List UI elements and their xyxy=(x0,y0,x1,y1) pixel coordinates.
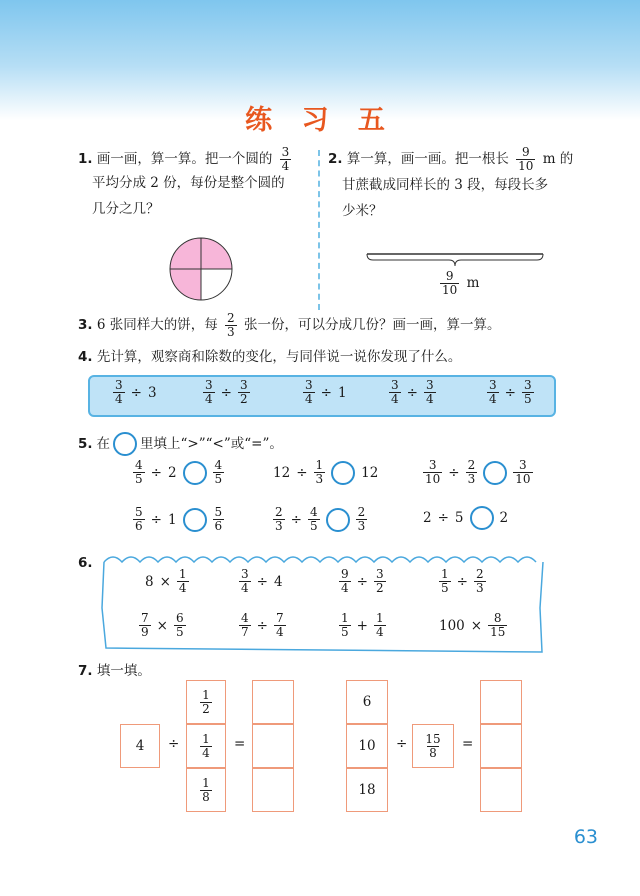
q7-right-dividend1: 6 xyxy=(362,694,372,710)
fraction-denominator: 5 xyxy=(309,519,318,533)
q7-right-divide-sign: ÷ xyxy=(396,736,408,752)
operator: ÷ xyxy=(448,464,460,481)
q3-frac-num: 2 xyxy=(227,311,235,325)
fraction-denominator: 4 xyxy=(205,392,213,406)
fraction-denominator: 4 xyxy=(341,581,349,595)
q5-comparison xyxy=(130,459,227,486)
operator: ÷ xyxy=(256,617,268,634)
number: 2 xyxy=(499,510,509,526)
q7-divisor1-num: 1 xyxy=(202,687,210,702)
page-number: 63 xyxy=(573,826,598,848)
q2-line2: 甘蔗截成同样长的 3 段，每段长多 xyxy=(342,177,549,193)
q7-left-answer-cell-1 xyxy=(252,680,294,724)
fraction-numerator: 1 xyxy=(441,567,449,581)
fraction-denominator: 5 xyxy=(214,472,223,486)
question-5 xyxy=(78,432,283,456)
operator: × xyxy=(470,617,483,634)
fraction xyxy=(423,459,442,486)
operator: ÷ xyxy=(356,573,368,590)
q7-right-dividend-cell-2 xyxy=(346,724,388,768)
q7-right-dividend3: 18 xyxy=(358,782,376,798)
q7-right-dividend2: 10 xyxy=(358,738,376,754)
question-4 xyxy=(78,346,461,368)
fraction-numerator: 6 xyxy=(175,611,184,625)
q7-divisor3-den: 8 xyxy=(202,789,210,804)
q7-left-divisor-cell-1 xyxy=(186,680,226,724)
number: 100 xyxy=(439,617,465,634)
fraction-numerator: 3 xyxy=(428,458,437,472)
fraction-denominator: 4 xyxy=(391,392,399,406)
answer-circle-sample xyxy=(113,432,137,456)
fraction xyxy=(474,568,486,595)
operator: ÷ xyxy=(150,511,162,528)
q2-brace-label xyxy=(437,270,479,297)
fraction-denominator: 5 xyxy=(441,581,449,595)
q7-divisor3-num: 1 xyxy=(202,775,210,790)
fraction-numerator: 3 xyxy=(305,378,313,392)
quarter-circle-figure xyxy=(168,236,234,302)
fraction-numerator: 4 xyxy=(135,458,143,472)
q2-text1a: 算一算，画一画。把一根长 xyxy=(346,151,509,167)
operator: × xyxy=(156,617,168,634)
q1-frac-den: 4 xyxy=(281,159,290,173)
fraction-denominator: 2 xyxy=(375,581,384,595)
question-6 xyxy=(78,552,93,574)
q1-text1: 画一画，算一算。把一个圆的 xyxy=(96,151,273,167)
q5-comparison xyxy=(270,459,381,486)
answer-circle[interactable] xyxy=(483,461,507,485)
q7-left-dividend-cell xyxy=(120,724,160,768)
answer-circle[interactable] xyxy=(183,461,207,485)
q5-comparison xyxy=(130,506,227,533)
operator: ÷ xyxy=(220,384,232,401)
fraction-denominator: 3 xyxy=(467,472,476,486)
fraction-numerator: 3 xyxy=(115,378,123,392)
fraction xyxy=(339,612,351,639)
fraction-denominator: 4 xyxy=(178,581,187,595)
operator: ÷ xyxy=(320,384,332,401)
fraction xyxy=(487,379,499,406)
operator: ÷ xyxy=(150,464,162,481)
fraction xyxy=(356,506,368,533)
number: 12 xyxy=(273,464,291,481)
fraction xyxy=(488,612,507,639)
q7-divisor1-den: 2 xyxy=(202,701,210,716)
fraction-denominator: 5 xyxy=(175,625,184,639)
q4-expression xyxy=(110,379,160,406)
q2-text1b: m 的 xyxy=(542,151,574,167)
q7-right-dividend-cell-1 xyxy=(346,680,388,724)
q4-expression xyxy=(300,379,350,406)
fraction-numerator: 3 xyxy=(519,458,527,472)
fraction-numerator: 1 xyxy=(178,567,187,581)
operator: ÷ xyxy=(256,573,268,590)
fraction-numerator: 3 xyxy=(425,378,434,392)
fraction xyxy=(203,379,215,406)
fraction-numerator: 3 xyxy=(239,378,248,392)
answer-circle[interactable] xyxy=(470,506,494,530)
q2-frac-den: 10 xyxy=(518,159,534,173)
fraction-numerator: 7 xyxy=(141,611,149,625)
fraction-numerator: 8 xyxy=(493,611,502,625)
fraction-numerator: 2 xyxy=(467,458,476,472)
q1-number: 1. xyxy=(78,151,93,167)
fraction-numerator: 4 xyxy=(309,505,318,519)
fraction xyxy=(522,379,534,406)
fraction-denominator: 4 xyxy=(241,581,249,595)
fraction xyxy=(273,506,285,533)
fraction-numerator: 2 xyxy=(475,567,484,581)
operator: ÷ xyxy=(130,384,142,401)
q7-number: 7. xyxy=(78,663,93,679)
fraction-numerator: 3 xyxy=(523,378,532,392)
fraction xyxy=(513,459,532,486)
fraction-denominator: 4 xyxy=(489,392,497,406)
q4-text: 先计算，观察商和除数的变化，与同伴说一说你发现了什么。 xyxy=(96,349,462,365)
operator: + xyxy=(356,617,368,634)
q7-right-answer-cell-3 xyxy=(480,768,522,812)
q1-frac-num: 3 xyxy=(281,145,290,159)
fraction xyxy=(303,379,315,406)
fraction xyxy=(374,568,386,595)
fraction xyxy=(238,379,250,406)
brace-frac-den: 10 xyxy=(442,283,458,297)
q2-fraction xyxy=(516,146,535,173)
fraction-numerator: 4 xyxy=(214,458,223,472)
q7-right-equals-sign: = xyxy=(462,736,474,752)
operator: ÷ xyxy=(504,384,516,401)
fraction xyxy=(339,568,351,595)
fraction xyxy=(374,612,386,639)
q2-brace-fraction xyxy=(440,270,459,297)
fraction xyxy=(113,379,125,406)
q3-text1: 6 张同样大的饼，每 xyxy=(96,317,218,333)
page-title: 练 习 五 xyxy=(245,105,395,136)
fraction xyxy=(239,612,251,639)
fraction-denominator: 6 xyxy=(135,519,143,533)
fraction-numerator: 3 xyxy=(391,378,399,392)
fraction-denominator: 10 xyxy=(515,472,531,486)
q7-left-divisor-cell-2 xyxy=(186,724,226,768)
q4-number: 4. xyxy=(78,349,93,365)
q7-left-divisor-cell-3 xyxy=(186,768,226,812)
q4-expression xyxy=(200,379,253,406)
number: 12 xyxy=(361,464,379,481)
fraction-numerator: 1 xyxy=(315,458,324,472)
q7-divisor2-num: 1 xyxy=(202,731,210,746)
fraction xyxy=(439,568,451,595)
q7-right-answer-cell-2 xyxy=(480,724,522,768)
q6-torn-paper-frame xyxy=(96,548,548,658)
fraction-numerator: 2 xyxy=(357,505,366,519)
fraction-numerator: 5 xyxy=(214,505,223,519)
q6-expression xyxy=(336,612,389,639)
operator: ÷ xyxy=(406,384,418,401)
fraction-numerator: 7 xyxy=(275,611,284,625)
fraction-numerator: 2 xyxy=(275,505,283,519)
fraction-numerator: 3 xyxy=(375,567,384,581)
q3-frac-den: 3 xyxy=(227,325,235,339)
q7-left-divide-sign: ÷ xyxy=(168,736,180,752)
q6-expression xyxy=(436,612,510,639)
q7-right-divisor-den: 8 xyxy=(429,745,437,760)
fraction xyxy=(177,568,189,595)
fraction-numerator: 3 xyxy=(489,378,497,392)
fraction xyxy=(213,506,225,533)
fraction xyxy=(174,612,186,639)
number: 5 xyxy=(454,510,464,526)
sugarcane-brace xyxy=(365,250,545,270)
fraction xyxy=(424,379,436,406)
pie-quarter-shaded xyxy=(201,238,232,269)
q7-right-dividend-cell-3 xyxy=(346,768,388,812)
answer-circle[interactable] xyxy=(326,508,350,532)
fraction-denominator: 3 xyxy=(315,472,324,486)
q7-right-divisor-cell xyxy=(412,724,454,768)
q1-line1 xyxy=(78,146,294,173)
q6-expression xyxy=(236,612,289,639)
q6-expression xyxy=(336,568,389,595)
number: 2 xyxy=(423,510,432,526)
fraction-numerator: 1 xyxy=(375,611,384,625)
fraction xyxy=(389,379,401,406)
q3-fraction xyxy=(225,312,237,339)
q5-text2: 里填上“>”“<”或“=”。 xyxy=(140,436,283,452)
q7-left-answer-cell-3 xyxy=(252,768,294,812)
question-7 xyxy=(78,660,151,682)
fraction-denominator: 4 xyxy=(425,392,434,406)
q4-expression xyxy=(386,379,439,406)
operator: ÷ xyxy=(290,511,302,528)
q6-expression xyxy=(142,568,192,595)
fraction xyxy=(133,506,145,533)
fraction xyxy=(139,612,151,639)
fraction-numerator: 1 xyxy=(341,611,349,625)
q7-right-answer-cell-1 xyxy=(480,680,522,724)
fraction-numerator: 5 xyxy=(135,505,143,519)
number: 1 xyxy=(337,384,347,401)
number: 4 xyxy=(273,573,283,590)
pie-quarter-shaded xyxy=(170,269,201,300)
q2-line1 xyxy=(328,146,573,173)
question-3 xyxy=(78,312,500,339)
q5-comparison xyxy=(420,506,511,530)
q6-expression xyxy=(236,568,286,595)
number: 3 xyxy=(147,384,157,401)
q1-line2: 平均分成 2 份，每份是整个圆的 xyxy=(92,175,285,191)
q7-right-divisor-num: 15 xyxy=(425,731,441,746)
q6-number: 6. xyxy=(78,555,93,571)
fraction-denominator: 5 xyxy=(135,472,143,486)
fraction xyxy=(239,568,251,595)
fraction-denominator: 3 xyxy=(275,519,283,533)
fraction-numerator: 3 xyxy=(205,378,213,392)
fraction xyxy=(274,612,286,639)
fraction xyxy=(213,459,225,486)
fraction xyxy=(314,459,326,486)
fraction-numerator: 9 xyxy=(341,567,349,581)
brace-frac-num: 9 xyxy=(445,269,454,283)
q2-number: 2. xyxy=(328,151,343,167)
fraction xyxy=(133,459,145,486)
q5-comparison xyxy=(270,506,370,533)
q2-line3: 少米？ xyxy=(342,203,383,219)
q5-comparison xyxy=(420,459,536,486)
operator: ÷ xyxy=(296,464,308,481)
answer-circle[interactable] xyxy=(183,508,207,532)
q7-text: 填一填。 xyxy=(96,663,151,679)
fraction-denominator: 5 xyxy=(341,625,349,639)
fraction-denominator: 5 xyxy=(523,392,532,406)
fraction-denominator: 2 xyxy=(239,392,248,406)
fraction-denominator: 15 xyxy=(490,625,506,639)
fraction xyxy=(308,506,320,533)
q3-text2: 张一份，可以分成几份？画一画，算一算。 xyxy=(243,317,501,333)
q6-expression xyxy=(136,612,189,639)
brace-unit: m xyxy=(466,275,480,291)
q2-frac-num: 9 xyxy=(521,145,530,159)
answer-circle[interactable] xyxy=(331,461,355,485)
pie-quarter-unshaded xyxy=(201,269,232,300)
q4-expression xyxy=(484,379,537,406)
q6-expression xyxy=(436,568,489,595)
q7-left-answer-cell-2 xyxy=(252,724,294,768)
number: 1 xyxy=(167,511,177,528)
number: 8 xyxy=(145,573,154,590)
fraction-denominator: 4 xyxy=(115,392,123,406)
pie-quarter-shaded xyxy=(170,238,201,269)
fraction-denominator: 10 xyxy=(425,472,441,486)
number: 2 xyxy=(167,464,177,481)
column-divider xyxy=(318,150,320,310)
q1-fraction xyxy=(280,146,292,173)
q7-left-dividend: 4 xyxy=(135,738,145,754)
q5-text1: 在 xyxy=(96,436,111,452)
fraction xyxy=(466,459,478,486)
fraction-denominator: 4 xyxy=(375,625,384,639)
q3-number: 3. xyxy=(78,317,93,333)
q1-line3: 几分之几？ xyxy=(92,201,160,217)
q5-number: 5. xyxy=(78,436,93,452)
q7-left-equals-sign: = xyxy=(234,736,246,752)
fraction-numerator: 4 xyxy=(241,611,249,625)
fraction-denominator: 3 xyxy=(357,519,366,533)
operator: ÷ xyxy=(437,510,449,526)
fraction-denominator: 4 xyxy=(305,392,313,406)
fraction-denominator: 4 xyxy=(275,625,284,639)
operator: ÷ xyxy=(456,573,468,590)
fraction-denominator: 9 xyxy=(141,625,149,639)
operator: × xyxy=(159,573,171,590)
fraction-denominator: 6 xyxy=(214,519,223,533)
fraction-denominator: 7 xyxy=(241,625,249,639)
fraction-denominator: 3 xyxy=(475,581,484,595)
q7-divisor2-den: 4 xyxy=(202,745,210,760)
fraction-numerator: 3 xyxy=(241,567,249,581)
